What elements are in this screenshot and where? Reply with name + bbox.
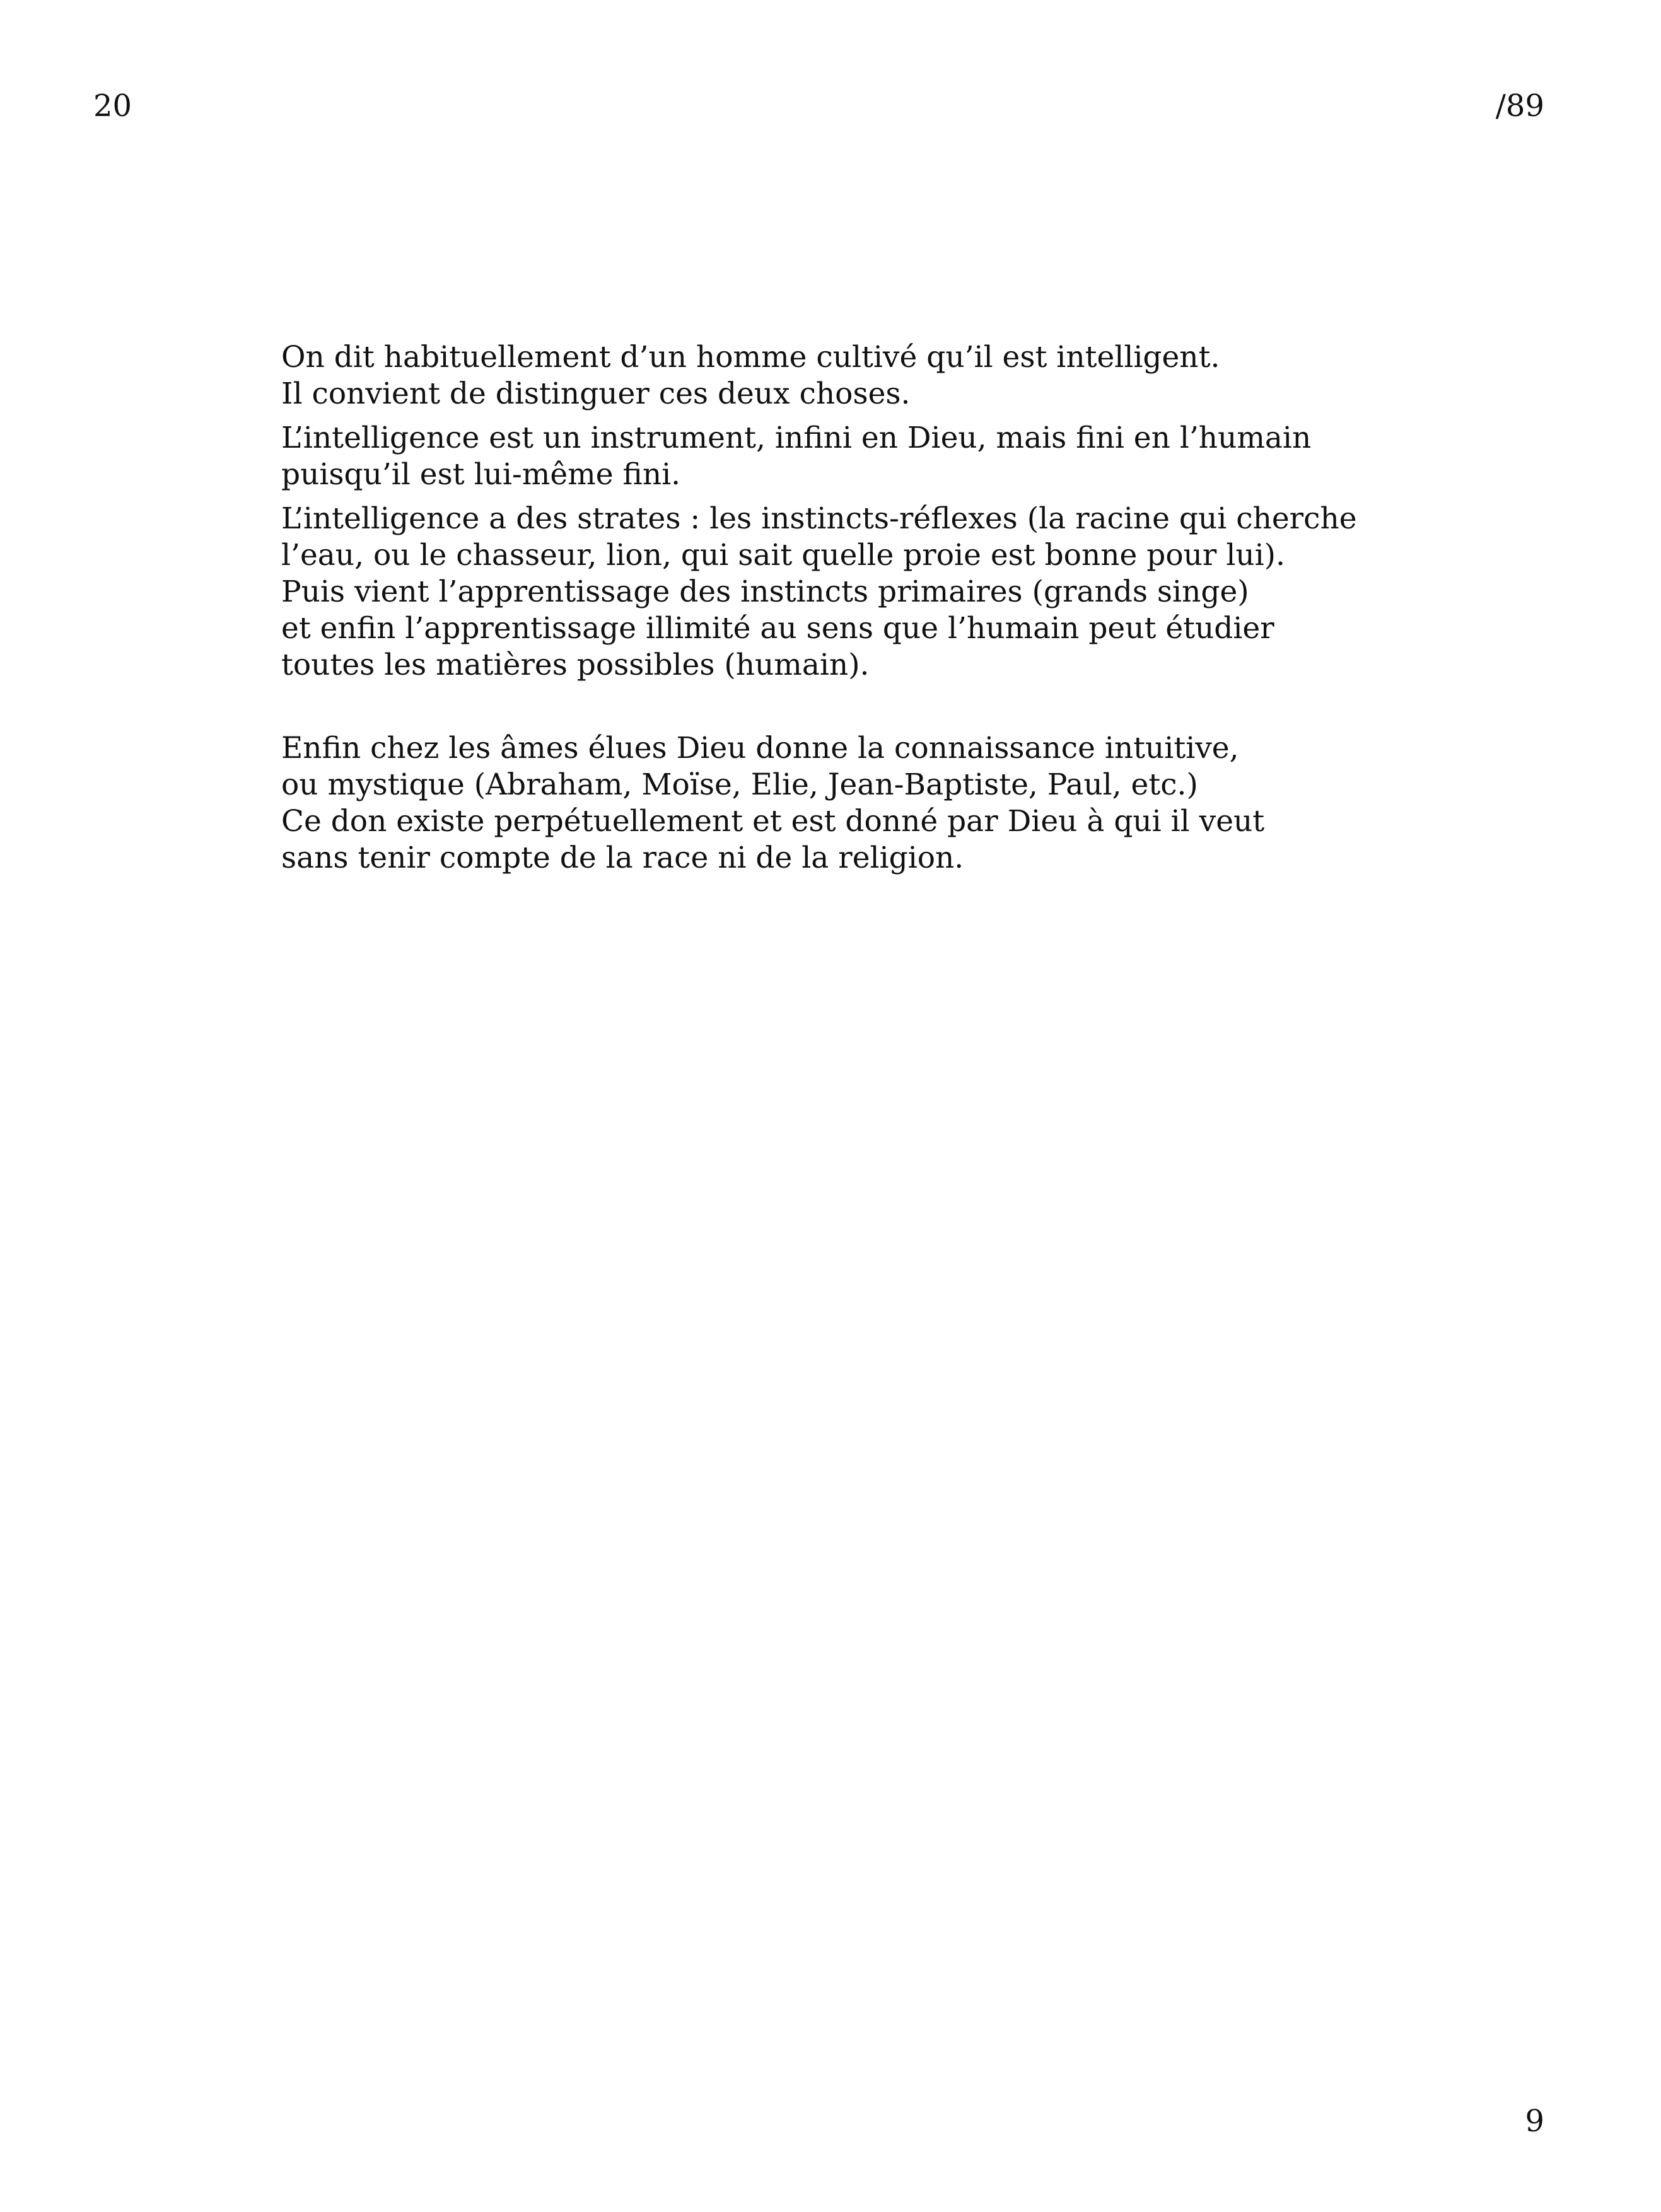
text-line: Puis vient l’apprentissage des instincts primaires (grands singe): [281, 574, 1249, 609]
text-line: L’intelligence est un instrument, infini en Dieu, mais fini en l’humain: [281, 421, 1312, 455]
text-line: Il convient de distinguer ces deux choses.: [281, 376, 911, 411]
text-line: ou mystique (Abraham, Moïse, Elie, Jean-Baptiste, Paul, etc.): [281, 767, 1198, 802]
text-line: On dit habituellement d’un homme cultivé qu’il est intelligent.: [281, 340, 1220, 375]
text-line: sans tenir compte de la race ni de la religion.: [281, 841, 964, 875]
paragraph-2: [281, 420, 1353, 493]
text-line: puisqu’il est lui-même fini.: [281, 457, 681, 492]
text-line: l’eau, ou le chasseur, lion, qui sait quelle proie est bonne pour lui).: [281, 538, 1285, 573]
header-page-count: 20: [93, 88, 132, 124]
header-total-pages: /89: [1495, 88, 1544, 124]
page-number: 9: [1525, 2104, 1544, 2139]
text-line: toutes les matières possibles (humain).: [281, 648, 870, 682]
body-text: [281, 339, 1357, 876]
text-line: Ce don existe perpétuellement et est donné par Dieu à qui il veut: [281, 804, 1265, 839]
paragraph-3: [281, 501, 1357, 684]
paragraph-4: [281, 730, 1353, 876]
text-line: L’intelligence a des strates : les instincts-réflexes (la racine qui cherche: [281, 501, 1357, 536]
text-line: et enfin l’apprentissage illimité au sens que l’humain peut étudier: [281, 611, 1274, 646]
text-line: Enfin chez les âmes élues Dieu donne la connaissance intuitive,: [281, 731, 1239, 765]
paragraph-1: [281, 339, 1353, 412]
